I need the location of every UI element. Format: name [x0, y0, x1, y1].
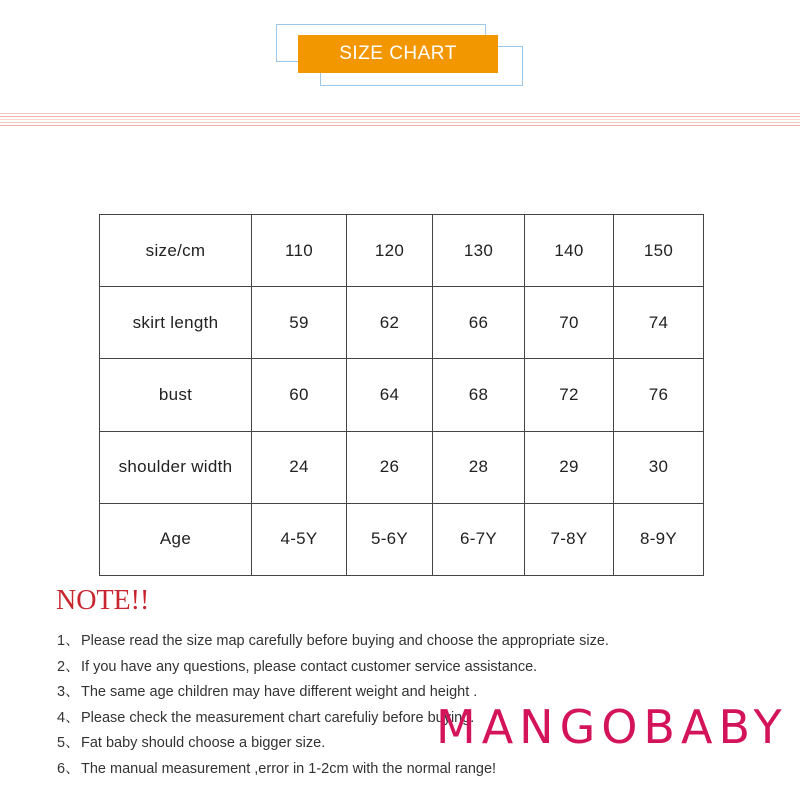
table-cell: 62: [347, 287, 433, 359]
table-cell: 70: [525, 287, 614, 359]
table-row: [100, 287, 704, 359]
table-cell: 120: [347, 215, 433, 287]
table-cell: 130: [433, 215, 525, 287]
table-cell: 59: [252, 287, 347, 359]
note-number: 6、: [57, 760, 80, 777]
table-cell: 72: [525, 359, 614, 431]
note-text: Please check the measurement chart carefuliy before buying.: [81, 709, 475, 726]
table-cell: 140: [525, 215, 614, 287]
note-item: [57, 657, 609, 683]
note-text: If you have any questions, please contact customer service assistance.: [81, 658, 538, 675]
note-text: The same age children may have different weight and height .: [81, 684, 478, 701]
table-cell: 5-6Y: [347, 503, 433, 575]
brand-watermark: MANGOBABY: [436, 700, 788, 754]
row-header: bust: [100, 359, 252, 431]
note-number: 2、: [57, 658, 80, 675]
table-cell: 28: [433, 431, 525, 503]
table-cell: 68: [433, 359, 525, 431]
table-cell: 110: [252, 215, 347, 287]
note-item: [57, 631, 609, 657]
note-number: 1、: [57, 633, 80, 649]
row-header: size/cm: [100, 215, 252, 287]
row-header: shoulder width: [100, 431, 252, 503]
table-cell: 66: [433, 287, 525, 359]
table-cell: 7-8Y: [525, 503, 614, 575]
table-cell: 29: [525, 431, 614, 503]
note-text: The manual measurement ,error in 1-2cm with the normal range!: [81, 760, 497, 777]
note-title: NOTE!!: [56, 585, 150, 616]
table-row: [100, 503, 704, 575]
note-number: 5、: [57, 735, 80, 752]
table-cell: 30: [614, 431, 704, 503]
table-cell: 24: [252, 431, 347, 503]
table-cell: 60: [252, 359, 347, 431]
row-header: skirt length: [100, 287, 252, 359]
table-cell: 64: [347, 359, 433, 431]
size-chart-title: SIZE CHART: [298, 35, 498, 73]
table-cell: 26: [347, 431, 433, 503]
size-table: [99, 214, 704, 576]
table-cell: 8-9Y: [614, 503, 704, 575]
table-cell: 150: [614, 215, 704, 287]
table-cell: 4-5Y: [252, 503, 347, 575]
table-row: [100, 359, 704, 431]
table-cell: 76: [614, 359, 704, 431]
divider-stripes: [0, 113, 800, 128]
table-cell: 6-7Y: [433, 503, 525, 575]
note-number: 3、: [57, 684, 80, 701]
table-cell: 74: [614, 287, 704, 359]
note-item: [57, 759, 609, 785]
note-text: Please read the size map carefully before buying and choose the appropriate size.: [81, 633, 609, 649]
note-number: 4、: [57, 709, 80, 726]
table-row: [100, 215, 704, 287]
table-row: [100, 431, 704, 503]
row-header: Age: [100, 503, 252, 575]
note-text: Fat baby should choose a bigger size.: [81, 735, 326, 752]
